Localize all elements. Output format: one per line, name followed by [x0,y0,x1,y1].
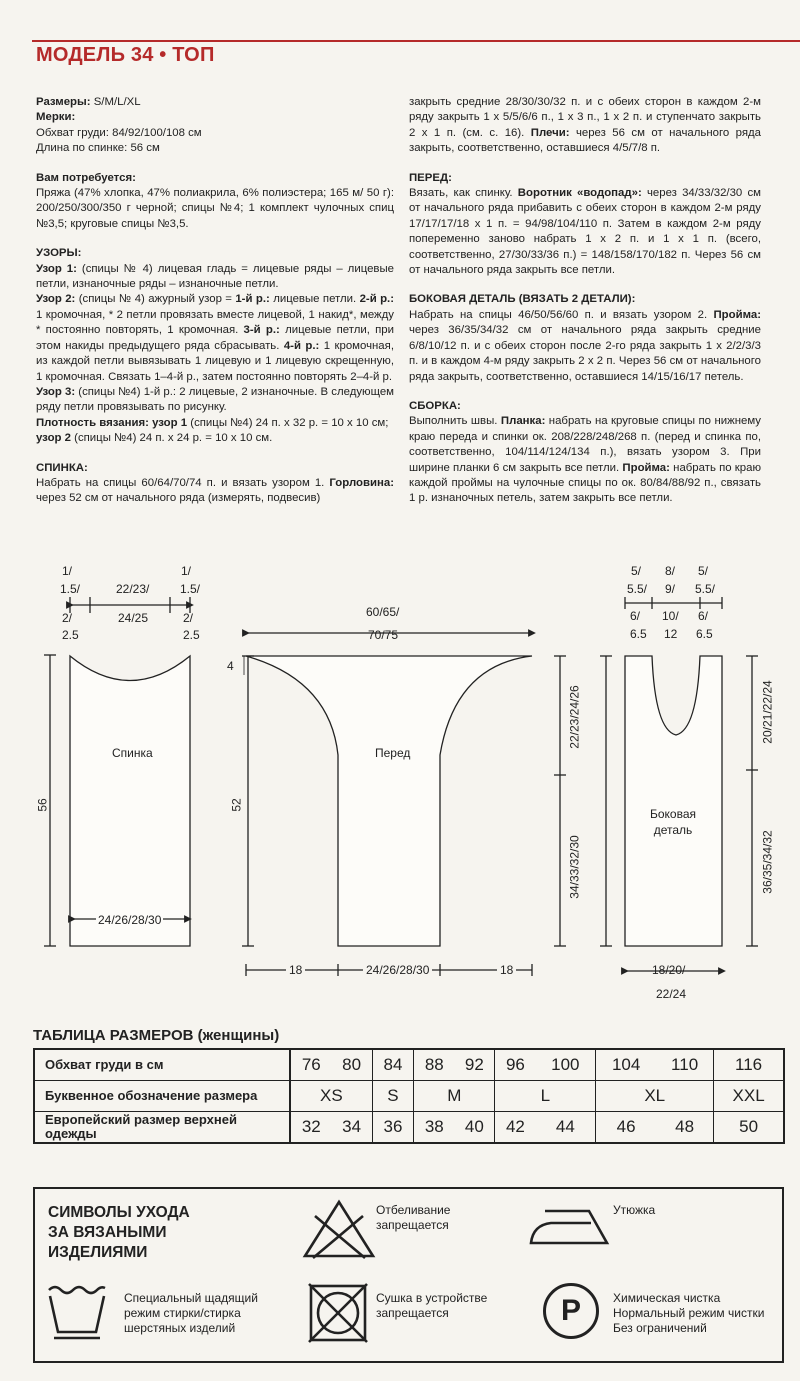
measures-label: Мерки: [36,111,76,124]
row-1-cell: 96 [505,1055,525,1074]
armhole-2-label: Пройма: [622,461,670,474]
row-1-cell: 76 [301,1055,321,1074]
side-label-a: Боковая [649,807,697,821]
pattern-1-label: Узор 1: [36,262,77,275]
row-3-cell: 42 [495,1112,536,1144]
back-label: Спинка [112,746,153,760]
front-bottom-left: 18 [286,963,305,977]
row-3-cell: 36 [372,1112,414,1144]
back-neck-label: Горловина: [329,476,394,489]
row-3-cell: 34 [332,1112,373,1144]
wash-text-a: Специальный щадящий [124,1291,258,1305]
dry-text-b: запрещается [376,1306,449,1320]
row-2-cell: XXL [714,1081,784,1112]
back-cont-b: через 56 см от начального ряда закрыть, соответственно, оставшиеся 4/5/7/8 п. [409,126,762,155]
row-1-cell: 104 [611,1055,641,1074]
size-table-title: ТАБЛИЦА РАЗМЕРОВ (женщины) [33,1027,280,1044]
table-row [34,1112,784,1144]
side-top-g: 6/ [630,609,641,623]
back-height: 56 [35,798,50,812]
side-top-j: 12 [664,627,678,641]
back-text-a: Набрать на спицы 60/64/70/74 п. и вязать узором 1. [36,476,330,489]
row-2-cell: XS [290,1081,372,1112]
pattern-2-row-4: 4-й р.: [283,339,320,352]
back-top-f: 1.5/ [180,582,201,596]
front-top-b: 70/75 [368,628,399,642]
no-bleach-icon [301,1198,377,1260]
side-title: БОКОВАЯ ДЕТАЛЬ (ВЯЗАТЬ 2 ДЕТАЛИ): [409,293,636,306]
side-top-b: 5.5/ [627,582,648,596]
wash-text-b: режим стирки/стирка [124,1306,241,1320]
dry-clean-icon: P [543,1283,599,1339]
bleach-text-a: Отбеливание [376,1203,451,1217]
back-bottom: 24/26/28/30 [98,913,162,927]
row-2-cell: XL [596,1081,714,1112]
iron-icon [527,1205,613,1249]
side-top-c: 8/ [665,564,676,578]
row-1-cell: 84 [372,1049,414,1081]
front-top-a: 60/65/ [366,605,400,619]
pattern-2 [36,292,394,384]
bleach-text-b: запрещается [376,1218,449,1232]
row-3-cell: 32 [290,1112,332,1144]
dryclean-text-c: Без ограничений [613,1321,707,1335]
row-2-cell: S [372,1081,414,1112]
right-column [409,95,761,507]
density [36,416,394,447]
page-title: МОДЕЛЬ 34 • ТОП [36,44,215,66]
row-3-cell: 38 [414,1112,455,1144]
row-3-cell: 50 [714,1112,784,1144]
side-top-i: 10/ [662,609,679,623]
back-top-d: 24/25 [118,611,149,625]
front-right-bottom: 34/33/32/30 [567,835,582,899]
back-continued [409,95,761,157]
density-label: Плотность вязания: узор 1 [36,416,188,429]
front-label: Перед [375,746,411,760]
assembly-title: СБОРКА: [409,399,461,412]
care-title-line-3: ИЗДЕЛИЯМИ [48,1244,148,1261]
side-right-bottom: 36/35/34/32 [760,830,775,894]
back-top-g: 2/ [62,611,73,625]
collar-label: Воротник «водопад»: [517,187,642,200]
back-top-b: 1.5/ [60,582,81,596]
row-1-cell: 92 [454,1049,495,1081]
pattern-2-text-b: лицевые петли. [269,293,360,306]
density-text-1: (спицы №4) 24 п. х 32 р. = 10 х 10 см; [187,416,389,429]
front-bottom-mid: 24/26/28/30 [363,963,432,977]
sizes-value: S/M/L/XL [90,96,141,108]
row-1-cell: 80 [332,1049,373,1081]
side-top-k: 6/ [698,609,709,623]
row-1-cell: 110 [656,1049,714,1081]
side-top-f: 5.5/ [695,582,716,596]
assembly-text-b: набрать на круговые спицы по нижнему краю переда и спинки ок. 208/228/248/268 п. (перед и спинка по, соответственно, 104/114/124/134 п.), вязать узором 3. При ширине планки 6 см закрыть все петли. [409,415,762,474]
wash-text-c: шерстяных изделий [124,1321,236,1335]
side-text-a: Набрать на спицы 46/50/56/60 п. и вязать узором 2. [409,308,714,321]
table-row [34,1049,784,1081]
care-title [48,1203,190,1263]
dryclean-text [613,1291,764,1336]
back-top-c: 22/23/ [116,582,150,596]
pattern-3-text: (спицы №4) 1-й р.: 2 лицевые, 2 изнаночные. В следующем ряду петли провязывать по рисунку. [36,385,394,414]
front-text-b: через 34/33/32/30 см от начального ряда прибавить с обеих сторон в каждом 2-м ряду 17/17/17/18 х 1 п. = 94/98/104/110 п. Затем в каждом 2-м ряду попеременно заново набрать 1 х 2 п. и 1 х 1 п. (всего, соответственно, 27/30/33/36 п.) = 148/158/170/182 п. Через 56 см от начального ряда закрыть все петли. [409,187,761,277]
table-row [34,1081,784,1112]
assembly-text-a: Выполнить швы. [409,415,501,428]
assembly-text-c: набрать по краю каждой проймы на чулочные спицы по ок. 80/84/88/92 п., связать 1 р. изнаночных петель, затем закрыть все петли. [409,461,762,505]
gentle-wash-icon [46,1282,108,1340]
pattern-2-text-d: лицевые петли, при этом накиды предыдущего ряда сбрасывать. [36,324,394,352]
pattern-3-label: Узор 3: [36,385,76,398]
bleach-text [376,1203,450,1233]
row-1-cell: 88 [424,1055,444,1074]
pattern-2-text-c: 1 кромочная, * 2 петли провязать вместе лицевой, 1 накид*, между * постоянно повторять, 1 кромочная. [36,308,394,337]
left-column [36,95,394,507]
back-text [36,476,394,507]
row-3-cell: 44 [535,1112,595,1144]
row-1-label: Обхват груди в см [34,1049,290,1081]
dryclean-text-a: Химическая чистка [613,1291,721,1305]
care-title-line-2: ЗА ВЯЗАНЫМИ [48,1224,167,1241]
back-top-j: 2.5 [183,628,200,642]
front-text-a: Вязать, как спинку. [409,187,518,200]
front-right-top: 22/23/24/26 [567,685,582,749]
patterns-title: УЗОРЫ: [36,247,82,260]
back-piece-outline [70,656,190,946]
armhole-label: Пройма: [713,308,761,321]
pattern-2-row-3: 3-й р.: [243,324,280,337]
side-top-a: 5/ [631,564,642,578]
back-top-h: 2.5 [62,628,79,642]
front-left-height: 52 [229,798,244,812]
row-3-cell: 40 [454,1112,495,1144]
back-title: СПИНКА: [36,461,88,474]
side-top-h: 6.5 [630,627,647,641]
side-piece-outline [625,656,722,946]
side-bottom-a: 18/20/ [652,963,686,977]
care-title-line-1: СИМВОЛЫ УХОДА [48,1204,190,1221]
sizes-label: Размеры: [36,96,91,108]
size-table [33,1048,785,1144]
row-1-cell: 116 [735,1055,763,1074]
side-text-b: через 36/35/34/32 см от начального ряда закрыть средние 6/8/10/12 п. и с обеих сторон после 2-го ряда закрыть 1 х 2/2/3/3 п. и в каждом 4-м ряду закрыть 2 х 2 п. Через 56 см от начального ряда закрыть, соответственно, оставшиеся 14/15/16/17 петель. [409,324,761,383]
needs-title: Вам потребуется: [36,171,136,184]
back-text-b: через 52 см от начального ряда (измерять, подвесив) [36,492,321,505]
density-label-2: узор 2 [36,432,71,445]
back-top-e: 1/ [181,564,192,578]
title-rule [32,40,800,42]
front-neck-small: 4 [227,659,234,673]
placket-label: Планка: [500,415,546,428]
side-bottom-b: 22/24 [656,987,687,1001]
wash-text [124,1291,258,1336]
row-1-cell: 100 [535,1049,595,1081]
needs-text: Пряжа (47% хлопка, 47% полиакрила, 6% полиэстера; 165 м/ 50 г): 200/250/300/350 г черной; спицы №4; 1 комплект чулочных спиц №3,5; круговые спицы №3,5. [36,187,394,230]
pattern-2-text-a: (спицы № 4) ажурный узор = [75,293,236,306]
front-title: ПЕРЕД: [409,171,452,184]
pattern-1-text: (спицы № 4) лицевая гладь = лицевые ряды – лицевые петли, изнаночные ряды – изнаночные петли. [36,262,394,291]
side-label-b: деталь [653,823,693,837]
back-length: Длина по спинке: 56 см [36,142,160,155]
row-3-cell: 48 [656,1112,714,1144]
row-2-label: Буквенное обозначение размера [34,1081,290,1112]
chest-measure: Обхват груди: 84/92/100/108 см [36,126,202,139]
pattern-2-row-1: 1-й р.: [235,293,270,306]
front-bottom-right: 18 [497,963,516,977]
pattern-2-row-2: 2-й р.: [359,293,395,306]
shoulders-label: Плечи: [530,126,570,139]
pattern-3 [36,385,394,416]
front-text [409,186,761,278]
pattern-2-label: Узор 2: [36,293,76,306]
row-3-cell: 46 [596,1112,656,1144]
dryclean-text-b: Нормальный режим чистки [613,1306,765,1320]
front-piece-outline [246,656,532,946]
density-text-2: (спицы №4) 24 п. х 24 р. = 10 х 10 см. [70,432,273,445]
pattern-2-text-e: 1 кромочная, из каждой петли вывязывать 1 лицевую и 1 лицевую скрещенную, 1 кромочная. Связать 1–4-й р., затем постоянно повторять 2–4-й р. [36,339,394,383]
assembly-text [409,414,761,506]
dry-text-a: Сушка в устройстве [376,1291,488,1305]
row-2-cell: M [414,1081,495,1112]
side-text [409,308,761,385]
back-top-a: 1/ [62,564,73,578]
side-top-l: 6.5 [696,627,713,641]
row-3-label: Европейский размер верхней одежды [34,1112,290,1144]
side-top-e: 5/ [698,564,709,578]
side-top-d: 9/ [665,582,676,596]
no-tumble-dry-icon [305,1280,371,1346]
side-right-top: 20/21/22/24 [760,680,775,744]
back-top-i: 2/ [183,611,194,625]
pattern-1 [36,262,394,293]
iron-text: Утюжка [613,1203,656,1217]
row-2-cell: L [495,1081,596,1112]
dry-text [376,1291,487,1321]
back-cont-a: закрыть средние 28/30/30/32 п. и с обеих сторон в каждом 2-м ряду закрыть 1 х 5/5/6/6 п., 1 х 3 п., 1 х 2 п. и ступенчато закрыть 2 х 1 п. (см. с. 16). [409,96,761,139]
